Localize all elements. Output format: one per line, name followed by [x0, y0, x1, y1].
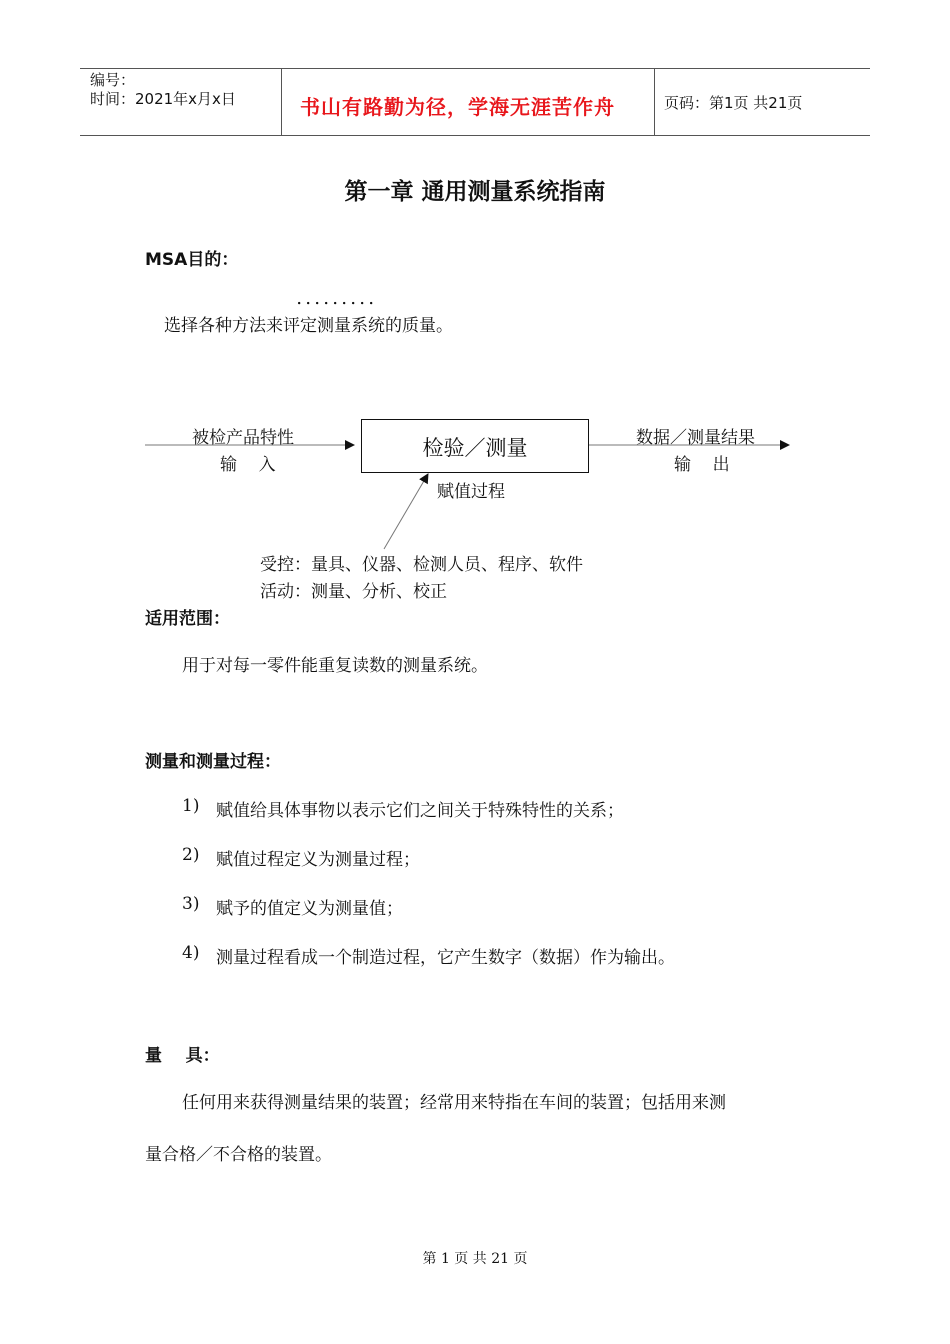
diagram-output-sub: 输 出	[674, 455, 730, 475]
gauge-text-line2: 量合格／不合格的装置。	[145, 1145, 332, 1165]
control-arrow	[384, 474, 428, 549]
diagram-controlled: 受控：量具、仪器、检测人员、程序、软件	[260, 555, 583, 575]
emphasis-dots: ．．．．．．．．．	[297, 292, 385, 308]
gauge-text-line1: 任何用来获得测量结果的装置；经常用来特指在车间的装置；包括用来测	[182, 1093, 726, 1113]
page-title: 第一章 通用测量系统指南	[344, 179, 606, 205]
gauge-heading: 量 具：	[145, 1046, 220, 1066]
list-item-number: 2)	[182, 845, 200, 865]
list-item: 测量过程看成一个制造过程，它产生数字（数据）作为输出。	[216, 948, 675, 968]
diagram-process-label: 赋值过程	[437, 482, 505, 502]
list-item-number: 4)	[182, 943, 200, 963]
diagram-output-label: 数据／测量结果	[636, 428, 755, 448]
msa-heading: MSA目的：	[145, 250, 239, 270]
diagram-input-label: 被检产品特性	[192, 428, 294, 448]
diagram-activity: 活动：测量、分析、校正	[260, 582, 447, 602]
list-item: 赋值给具体事物以表示它们之间关于特殊特性的关系；	[216, 801, 624, 821]
scope-text: 用于对每一零件能重复读数的测量系统。	[182, 656, 488, 676]
list-item: 赋值过程定义为测量过程；	[216, 850, 420, 870]
diagram-box-label: 检验／测量	[422, 436, 528, 460]
header-slogan: 书山有路勤为径，学海无涯苦作舟	[300, 95, 615, 119]
header-code: 编号：	[90, 71, 136, 89]
list-item-number: 3)	[182, 894, 200, 914]
list-item-number: 1)	[182, 796, 200, 816]
msa-text: 选择各种方法来评定测量系统的质量。	[164, 316, 453, 336]
list-item: 赋予的值定义为测量值；	[216, 899, 403, 919]
header-time: 时间：2021年x月x日	[90, 90, 236, 108]
header-page-info: 页码：第1页 共21页	[664, 94, 803, 112]
diagram-input-sub: 输 入	[220, 455, 276, 475]
diagram-arrows	[0, 0, 950, 620]
process-heading: 测量和测量过程：	[145, 752, 281, 772]
page-footer: 第 1 页 共 21 页	[422, 1251, 528, 1267]
scope-heading: 适用范围：	[145, 609, 230, 629]
